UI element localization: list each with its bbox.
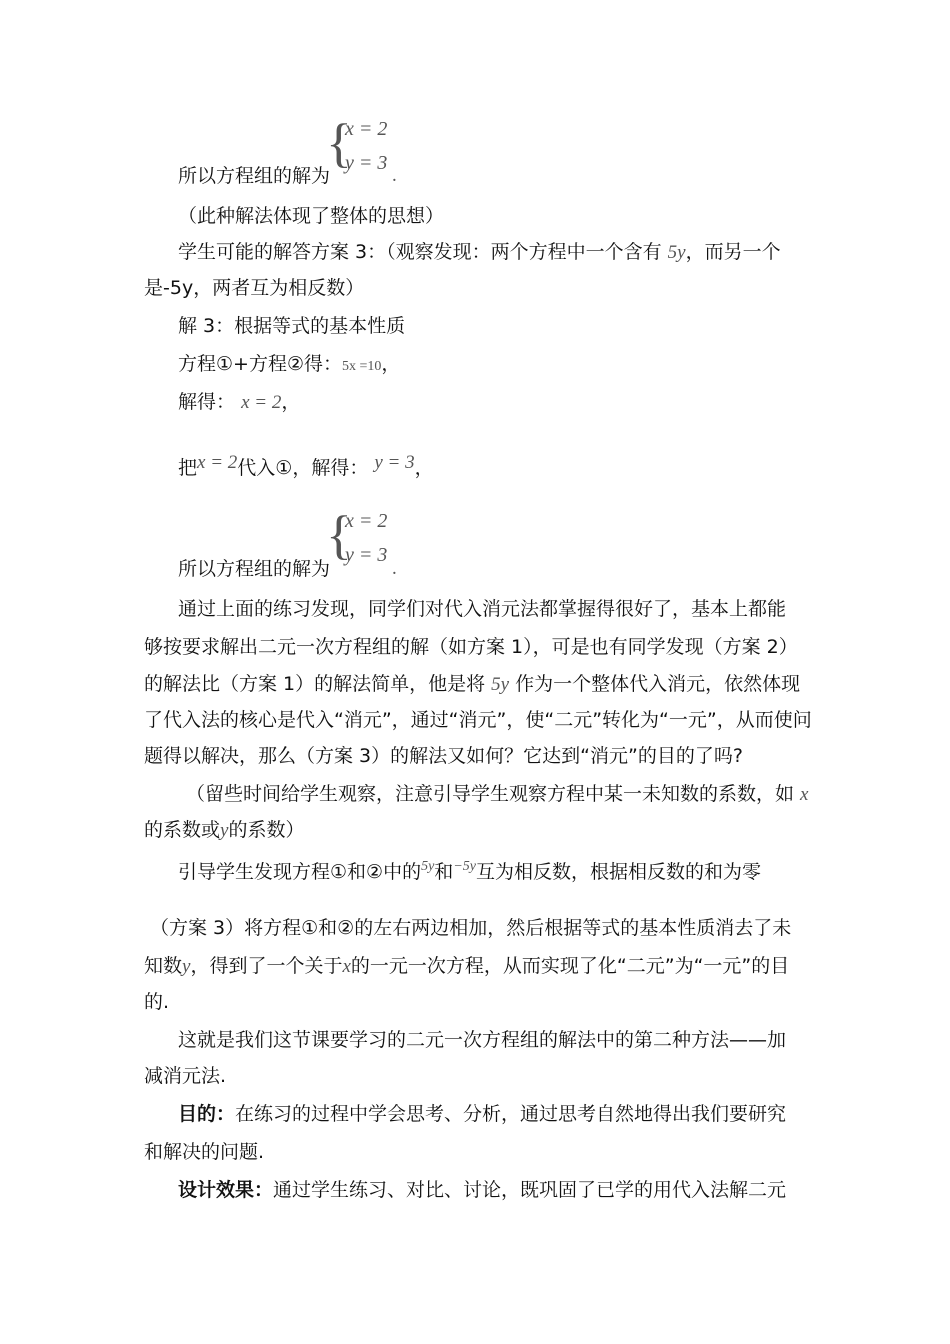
idea-note: （此种解法体现了整体的思想） — [178, 205, 445, 227]
para1-line5: 题得以解决，那么（方案 3）的解法又如何？它达到“消元”的目的了吗? — [144, 745, 743, 767]
para1-line4: 了代入法的核心是代入“消元”，通过“消元”，使“二元”转化为“一元”，从而使问 — [144, 709, 812, 731]
plan3-line2: 是-5y，两者互为相反数） — [144, 277, 365, 299]
para1-line3: 的解法比（方案 1）的解法简单，他是将 5y 作为一个整体代入消元，依然体现 — [144, 673, 801, 695]
para3-line2: （方案 3）将方程①和②的左右两边相加，然后根据等式的基本性质消去了未 — [150, 917, 792, 939]
system2-label: 所以方程组的解为 — [178, 558, 331, 580]
para2-line2: 的系数或y的系数） — [144, 819, 305, 841]
system-eq2: y = 3 — [345, 152, 388, 174]
para3-line3: 知数y，得到了一个关于x的一元一次方程，从而实现了化“二元”为“一元”的目 — [144, 955, 790, 977]
effect-line1: 设计效果：通过学生练习、对比、讨论，既巩固了已学的用代入法解二元 — [178, 1179, 787, 1201]
system2-period: . — [392, 558, 397, 579]
add-equations-line: 方程①+方程②得：5x =10， — [178, 353, 401, 375]
para2-line1: （留些时间给学生观察，注意引导学生观察方程中某一未知数的系数，如 x — [186, 783, 809, 805]
substitute-line: 把x = 2代入①，解得： y = 3， — [178, 452, 434, 479]
solve-x-line: 解得： x = 2， — [178, 391, 301, 413]
left-brace: { — [326, 113, 352, 173]
system-label: 所以方程组的解为 — [178, 165, 331, 187]
para1-line2: 够按要求解出二元一次方程组的解（如方案 1），可是也有同学发现（方案 2） — [144, 636, 798, 658]
goal-line1: 目的：在练习的过程中学会思考、分析，通过思考自然地得出我们要研究 — [178, 1103, 787, 1125]
para1-line1: 通过上面的练习发现，同学们对代入消元法都掌握得很好了，基本上都能 — [178, 598, 787, 620]
solution3-heading: 解 3：根据等式的基本性质 — [178, 315, 406, 337]
para3-line4: 的. — [144, 991, 170, 1013]
left-brace-2: { — [326, 505, 352, 565]
para4-line2: 减消元法. — [144, 1065, 227, 1087]
system2-eq1: x = 2 — [345, 510, 388, 532]
system2-eq2: y = 3 — [345, 544, 388, 566]
system-eq1: x = 2 — [345, 118, 388, 140]
para3-line1: 引导学生发现方程①和②中的$^{5y}$和$^{-5y}$互为相反数，根据相反数的和为零 — [178, 859, 761, 883]
goal-line2: 和解决的问题. — [144, 1141, 265, 1163]
plan3-line1: 学生可能的解答方案 3：（观察发现：两个方程中一个含有 5y，而另一个 — [178, 241, 781, 263]
system-period: . — [392, 165, 397, 186]
para4-line1: 这就是我们这节课要学习的二元一次方程组的解法中的第二种方法——加 — [178, 1029, 787, 1051]
